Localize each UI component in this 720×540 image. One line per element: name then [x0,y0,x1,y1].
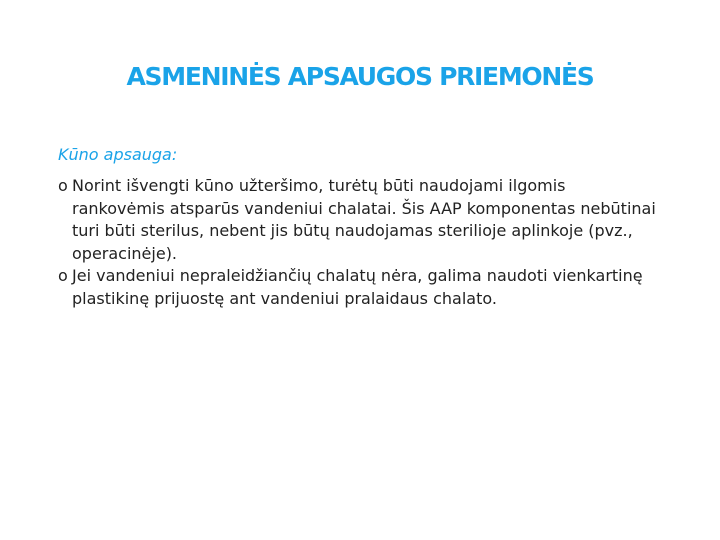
bullet-item-2 [58,265,658,310]
slide-body [58,145,658,310]
bullet-marker: o [58,266,68,285]
bullet-text: Jei vandeniui nepraleidžiančių chalatų nėra, galima naudoti vienkartinę plastikinę prijuostę ant vandeniui pralaidaus chalato. [72,266,643,308]
bullet-marker: o [58,176,68,195]
slide-title: ASMENINĖS APSAUGOS PRIEMONĖS [126,62,594,91]
bullet-item-1 [58,175,658,265]
bullet-text: Norint išvengti kūno užteršimo, turėtų būti naudojami ilgomis rankovėmis atsparūs vandeniui chalatai. Šis AAP komponentas nebūtinai turi būti sterilus, nebent jis būtų naudojamas sterilioje aplinkoje (pvz., operacinėje). [72,176,656,263]
section-subheading: Kūno apsauga: [58,145,178,164]
